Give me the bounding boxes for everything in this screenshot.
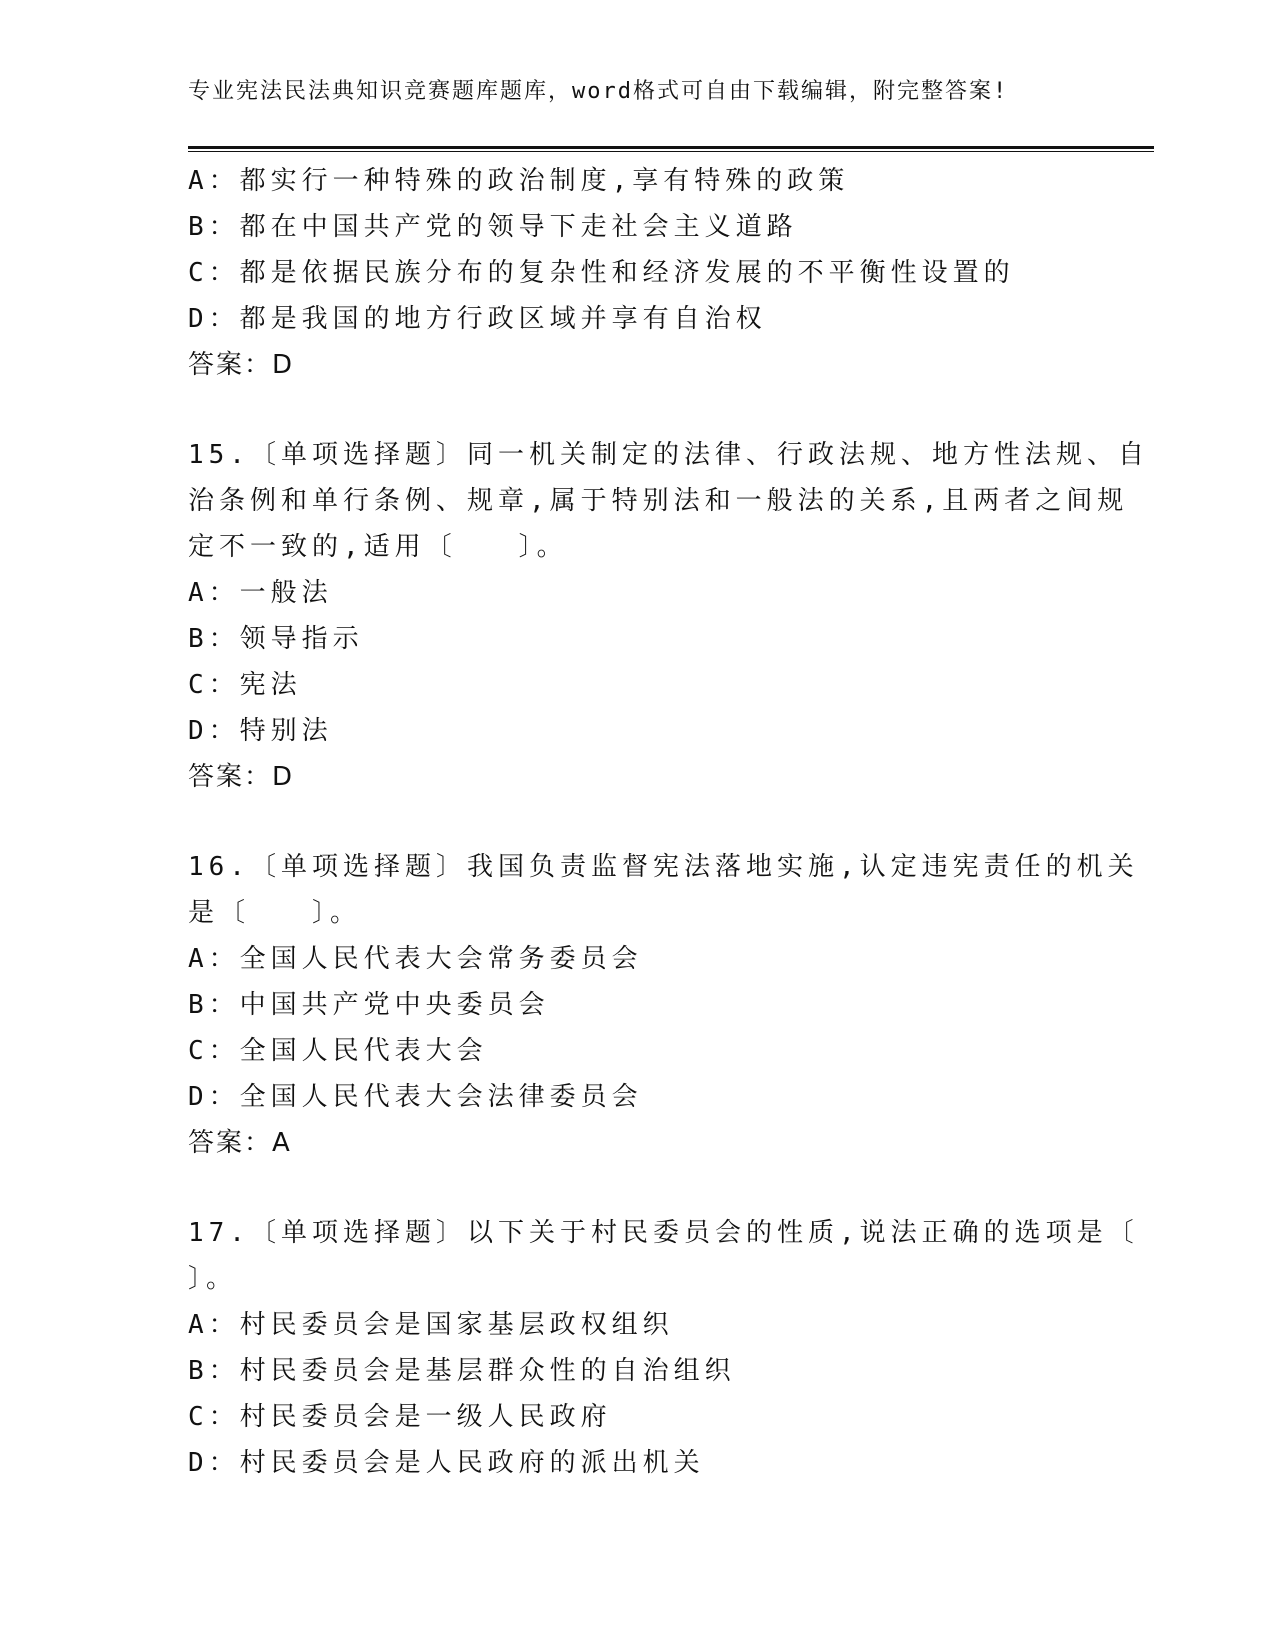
question-stem-line: 是〔 〕。 (188, 898, 362, 928)
option-d: D：都是我国的地方行政区域并享有自治权 (188, 304, 767, 334)
option-d: D：特别法 (188, 716, 333, 746)
question-stem-line: 〕。 (188, 1264, 238, 1294)
option-a: A：全国人民代表大会常务委员会 (188, 944, 643, 974)
option-c: C：都是依据民族分布的复杂性和经济发展的不平衡性设置的 (188, 258, 1015, 288)
question-17 (188, 1210, 1139, 1486)
answer-line: 答案：D (188, 762, 295, 792)
header-rule-thin (188, 151, 1154, 152)
option-b: B：都在中国共产党的领导下走社会主义道路 (188, 212, 798, 242)
content (188, 158, 1149, 1486)
answer-line: 答案：A (188, 1128, 292, 1158)
option-a: A：都实行一种特殊的政治制度,享有特殊的政策 (188, 166, 850, 196)
option-d: D：村民委员会是人民政府的派出机关 (188, 1448, 705, 1478)
header-rule-thick (188, 146, 1154, 149)
page-header: 专业宪法民法典知识竞赛题库题库，word格式可自由下载编辑，附完整答案! (188, 79, 1009, 104)
question-15 (188, 432, 1149, 800)
option-b: B：村民委员会是基层群众性的自治组织 (188, 1356, 736, 1386)
question-stem-line: 15.〔单项选择题〕同一机关制定的法律、行政法规、地方性法规、自 (188, 440, 1149, 470)
option-c: C：村民委员会是一级人民政府 (188, 1402, 612, 1432)
question-stem-line: 16.〔单项选择题〕我国负责监督宪法落地实施,认定违宪责任的机关 (188, 852, 1139, 882)
option-b: B：中国共产党中央委员会 (188, 990, 550, 1020)
question-stem-line: 定不一致的,适用〔 〕。 (188, 532, 568, 562)
question-stem-line: 治条例和单行条例、规章,属于特别法和一般法的关系,且两者之间规 (188, 486, 1129, 516)
answer-line: 答案：D (188, 350, 295, 380)
option-c: C：宪法 (188, 670, 302, 700)
option-a: A：一般法 (188, 578, 333, 608)
option-c: C：全国人民代表大会 (188, 1036, 488, 1066)
prev-question (188, 158, 1088, 388)
question-16 (188, 844, 1139, 1166)
option-b: B：领导指示 (188, 624, 364, 654)
option-a: A：村民委员会是国家基层政权组织 (188, 1310, 674, 1340)
question-stem-line: 17.〔单项选择题〕以下关于村民委员会的性质,说法正确的选项是〔 (188, 1218, 1139, 1248)
option-d: D：全国人民代表大会法律委员会 (188, 1082, 643, 1112)
